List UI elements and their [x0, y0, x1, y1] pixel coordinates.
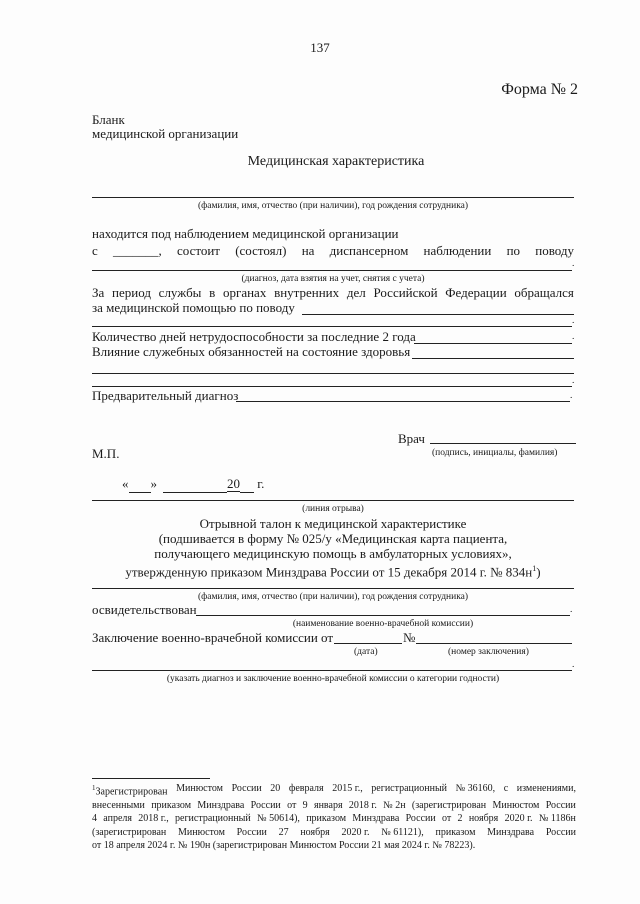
- conclusion-number-caption: (номер заключения): [448, 647, 529, 657]
- duties-influence-label: Влияние служебных обязанностей на состояние здоровья: [92, 344, 411, 359]
- reason-field-line2[interactable]: [92, 326, 572, 327]
- signature-caption: (подпись, инициалы, фамилия): [432, 448, 558, 458]
- page-number: 137: [310, 40, 330, 55]
- fio-field-line[interactable]: [92, 197, 574, 198]
- diagnosis-field-dot: .: [572, 259, 575, 269]
- tear-line-caption: (линия отрыва): [302, 504, 364, 514]
- final-conclusion-field[interactable]: [92, 670, 572, 671]
- reason-field-line[interactable]: [302, 314, 574, 315]
- duties-influence-field3[interactable]: [92, 386, 572, 387]
- form-label: Форма № 2: [501, 81, 578, 98]
- under-observation-text: находится под наблюдением медицинской организации: [92, 226, 399, 241]
- dispensary-line: с _______, состоит (состоял) на диспансерном наблюдении по поводу: [92, 243, 574, 258]
- diagnosis-caption: (диагноз, дата взятия на учет, снятия с учета): [241, 274, 425, 284]
- footnote-separator: [92, 778, 210, 779]
- doctor-label: Врач: [398, 431, 425, 446]
- date-day-field[interactable]: [129, 476, 151, 493]
- fio2-field-line[interactable]: [92, 588, 574, 589]
- commission-caption: (наименование военно-врачебной комиссии): [292, 619, 474, 629]
- document-title: Медицинская характеристика: [247, 154, 425, 169]
- doctor-signature-field[interactable]: [430, 443, 576, 444]
- date-line: « » 20 г.: [122, 476, 265, 491]
- commission-field[interactable]: [196, 615, 570, 616]
- preliminary-diagnosis-label: Предварительный диагноз: [92, 388, 239, 403]
- coupon-line3: получающего медицинскую помощь в амбулаторных условиях»,: [154, 546, 512, 561]
- coupon-line2: (подшивается в форму № 025/у «Медицинская карта пациента,: [158, 531, 508, 546]
- sick-days-label: Количество дней нетрудоспособности за последние 2 года: [92, 329, 416, 344]
- duties-influence-field[interactable]: [412, 358, 574, 359]
- blank-label-line1: Бланк: [92, 112, 125, 127]
- duties-influence-field2[interactable]: [92, 373, 574, 374]
- tear-line: [92, 500, 574, 501]
- fio-caption: (фамилия, имя, отчество (при наличии), год рождения сотрудника): [197, 201, 469, 211]
- stamp-label: М.П.: [92, 446, 120, 461]
- fio2-caption: (фамилия, имя, отчество (при наличии), год рождения сотрудника): [197, 592, 469, 602]
- conclusion-number-field[interactable]: [416, 643, 572, 644]
- conclusion-label: Заключение военно-врачебной комиссии от: [92, 630, 334, 645]
- number-sign: №: [403, 630, 416, 645]
- blank-label-line2: медицинской организации: [92, 126, 239, 141]
- diagnosis-field-line[interactable]: [92, 270, 572, 271]
- footnote: $^1$Зарегистрирован Минюстом России 20 февраля 2015 г., регистрационный № 36160, с изменениями, внесенными приказом Минздрава России от 9 января 2018 г. № 2н (зарегистрирован Минюстом России 4 апреля 2018 г., регистрационный № 50614), приказом Минздрава России от 2 ноября 2020 г. № 1186н (зарегистрирован Минюстом России 27 ноября 2020 г. № 61121), приказом Минздрава России от 18 апреля 2024 г. № 190н (зарегистрирован Минюстом России 21 мая 2024 г. № 78223).: [92, 783, 576, 852]
- preliminary-diagnosis-field[interactable]: [236, 401, 570, 402]
- examined-label: освидетельствован: [92, 602, 197, 617]
- date-month-field[interactable]: [163, 476, 227, 493]
- service-period-line2: за медицинской помощью по поводу: [92, 300, 295, 315]
- final-caption: (указать диагноз и заключение военно-врачебной комиссии о категории годности): [166, 674, 500, 684]
- conclusion-date-field[interactable]: [334, 643, 402, 644]
- date-caption: (дата): [354, 647, 378, 657]
- coupon-line4: утвержденную приказом Минздрава России от 15 декабря 2014 г. № $834н^1$): [125, 564, 541, 580]
- sick-days-field[interactable]: [414, 343, 572, 344]
- coupon-title: Отрывной талон к медицинской характеристике: [199, 516, 467, 531]
- service-period-line: За период службы в органах внутренних дел Российской Федерации обращался: [92, 285, 574, 300]
- date-year-field[interactable]: [240, 476, 254, 493]
